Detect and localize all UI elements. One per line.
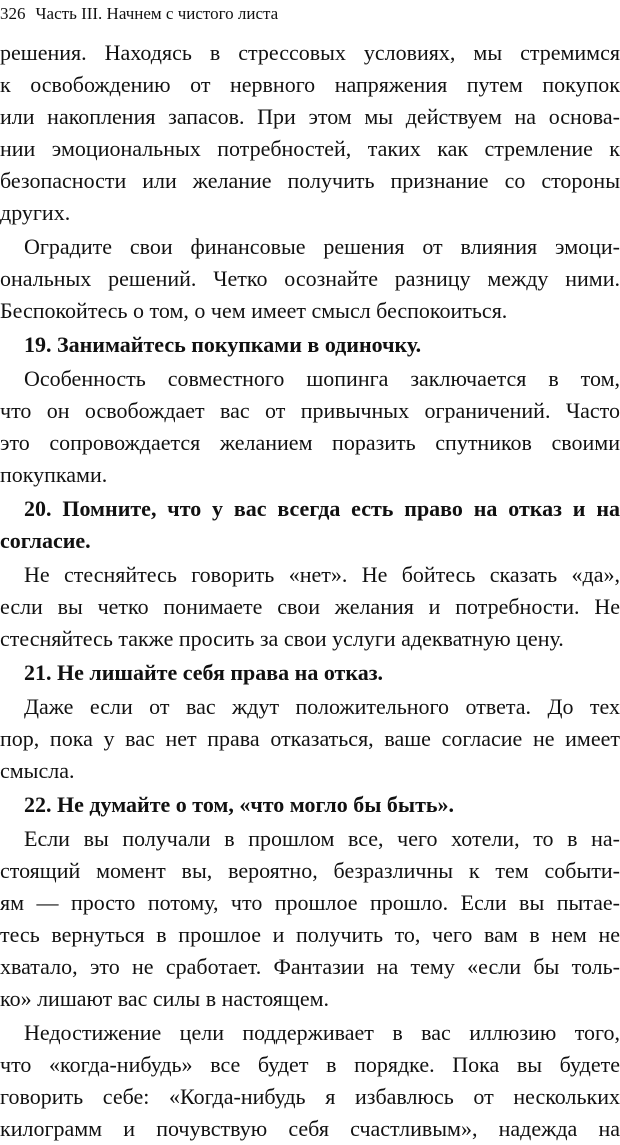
text-line: это сопровождается желанием поразить спутников своими [0,430,620,455]
page-number: 326 [0,4,26,23]
text-line: нии эмоциональных потребностей, таких как стремление к [0,136,620,161]
text-line: Беспокойтесь о том, о чем имеет смысл беспокоиться. [0,298,508,323]
text-line: смысла. [0,758,75,783]
section-heading: согласие. [0,528,91,553]
part-title: Часть III. Начнем с чистого листа [35,4,279,23]
text-line: Не стесняйтесь говорить «нет». Не бойтесь сказать «да», [24,562,620,587]
text-line: килограмм и почувствую себя счастливым», надежда на [0,1116,620,1141]
text-line: ям — просто потому, что прошлое прошло. Если вы пытае- [0,890,620,915]
text-line: решения. Находясь в стрессовых условиях, мы стремимся [0,40,620,65]
text-line: других. [0,200,71,225]
running-head [0,2,278,26]
text-line: Особенность совместного шопинга заключается в том, [24,366,620,391]
section-heading: 20. Помните, что у вас всегда есть право на отказ и на [24,496,620,521]
text-line: Недостижение цели поддерживает в вас иллюзию того, [24,1020,620,1045]
text-line: говорить себе: «Когда-нибудь я избавлюсь от нескольких [0,1084,620,1109]
text-line: Даже если от вас ждут положительного ответа. До тех [24,694,620,719]
text-line: Оградите свои финансовые решения от влияния эмоци- [24,234,620,259]
section-heading: 19. Занимайтесь покупками в одиночку. [24,332,422,357]
text-line: стоящий момент вы, вероятно, безразличны к тем событи- [0,858,620,883]
text-line: ональных решений. Четко осознайте разницу между ними. [0,266,620,291]
text-line: покупками. [0,462,108,487]
text-line: ко» лишают вас силы в настоящем. [0,986,330,1011]
text-line: если вы четко понимаете свои желания и потребности. Не [0,594,620,619]
text-line: хватало, это не сработает. Фантазии на тему «если бы толь- [0,954,620,979]
text-line: стесняйтесь также просить за свои услуги адекватную цену. [0,626,564,651]
text-line: что «когда-нибудь» все будет в порядке. Пока вы будете [0,1052,620,1077]
text-line: безопасности или желание получить признание со стороны [0,168,620,193]
text-line: пор, пока у вас нет права отказаться, ваше согласие не имеет [0,726,620,751]
text-line: Если вы получали в прошлом все, чего хотели, то в на- [24,826,620,851]
text-line: тесь вернуться в прошлое и получить то, чего вам в нем не [0,922,620,947]
text-line: или накопления запасов. При этом мы действуем на основа- [0,104,620,129]
section-heading: 22. Не думайте о том, «что могло бы быть». [24,792,455,817]
text-line: к освобождению от нервного напряжения путем покупок [0,72,620,97]
text-line: что он освобождает вас от привычных ограничений. Часто [0,398,620,423]
section-heading: 21. Не лишайте себя права на отказ. [24,660,384,685]
